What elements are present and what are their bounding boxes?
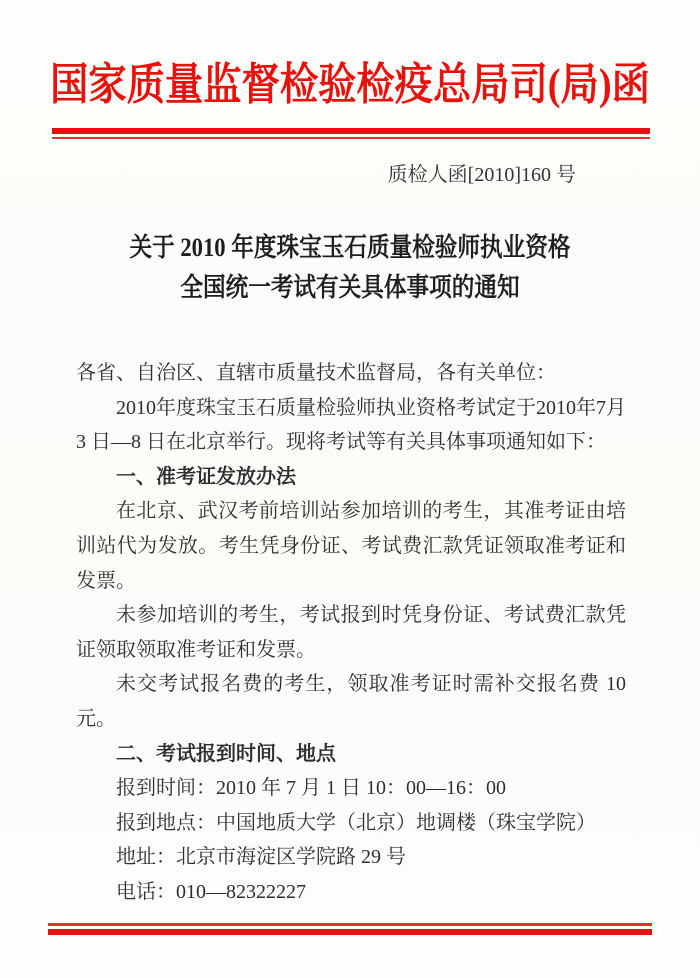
letterhead-divider [52, 128, 650, 139]
section1-paragraph2: 未参加培训的考生，考试报到时凭身份证、考试费汇款凭证领取领取准考证和发票。 [76, 604, 626, 661]
document-title [46, 228, 655, 308]
section1-paragraph3: 未交考试报名费的考生，领取准考证时需补交报名费 10 元。 [76, 673, 626, 730]
intro-paragraph: 2010年度珠宝玉石质量检验师执业资格考试定于2010年7月 3 日—8 日在北京举行。现将考试等有关具体事项通知如下： [76, 396, 626, 454]
letter-body [76, 356, 626, 910]
letterhead-title: 国家质量监督检验检疫总局司(局)函 [50, 60, 650, 109]
report-time-line: 报到时间：2010 年 7 月 1 日 10：00—16：00 [116, 777, 506, 800]
document-title-line1: 关于 2010 年度珠宝玉石质量检验师执业资格 [129, 233, 571, 262]
section2-heading: 二、考试报到时间、地点 [116, 742, 336, 765]
section1-heading: 一、准考证发放办法 [116, 465, 296, 488]
report-place-line: 报到地点：中国地质大学（北京）地调楼（珠宝学院） [116, 811, 596, 834]
footer-divider [48, 923, 652, 935]
footer-divider-thick-line [48, 929, 652, 935]
document-title-line2: 全国统一考试有关具体事项的通知 [180, 273, 520, 302]
address-line: 地址：北京市海淀区学院路 29 号 [116, 846, 406, 869]
section1-paragraph1: 在北京、武汉考前培训站参加培训的考生，其准考证由培训站代为发放。考生凭身份证、考试费汇款凭证领取准考证和发票。 [76, 500, 626, 592]
document-number: 质检人函[2010]160 号 [387, 164, 576, 186]
letterhead-divider-thin-line [52, 137, 650, 139]
salutation: 各省、自治区、直辖市质量技术监督局，各有关单位： [76, 362, 556, 384]
phone-line: 电话：010—82322227 [116, 880, 306, 903]
